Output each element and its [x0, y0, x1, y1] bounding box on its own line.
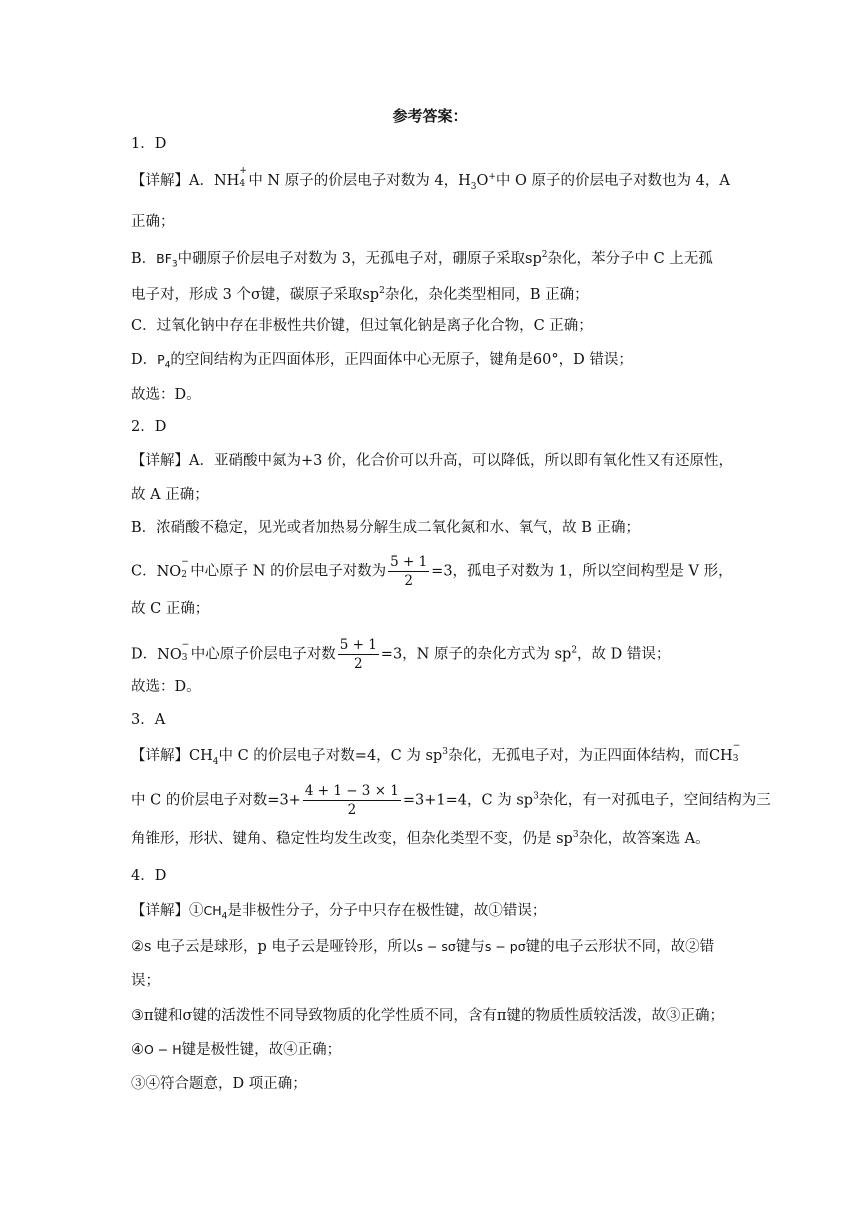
fraction: $\frac{5 + 1}{2}$: [339, 637, 377, 672]
formula-p4: $P_4$: [157, 352, 171, 371]
ion-nh4: NH + 4: [213, 166, 247, 189]
q1-option-b-cont: 电子对，形成 3 个σ键，碳原子采取$sp^2$杂化，杂化类型相同，B 正确；: [131, 286, 589, 303]
formula-bf3: $BF_3$: [156, 251, 178, 270]
page-title: 参考答案：: [392, 107, 468, 125]
q2-option-d: D．NO − 3 中心原子价层电子对数 $\frac{5 + 1}{2}$ =3，N 原子的杂化方式为 $sp^2$，故 D 错误；: [131, 637, 671, 672]
q1-option-b: B．$BF_3$中硼原子价层电子对数为 3，无孤电子对，硼原子采取$sp^2$杂化，苯分子中 C 上无孤: [131, 250, 713, 270]
q1-conclusion: 故选：D。: [131, 387, 201, 403]
q2-option-a: 【详解】A．亚硝酸中氮为+3 价，化合价可以升高，可以降低，所以即有氧化性又有还原性，: [131, 453, 733, 469]
q4-line-2-cont: 误；: [131, 973, 160, 989]
q3-line-1: 【详解】$CH_4$中 C 的价层电子对数=4，C 为 $sp^3$杂化，无孤电子对，为正四面体结构，而CH − 3: [131, 741, 741, 767]
fraction: $\frac{4 + 1 - 3 \times 1}{2}$: [304, 783, 399, 818]
q2-option-c: C．NO − 2 中心原子 N 的价层电子对数为 $\frac{5 + 1}{2}$ =3，孤电子对数为 1，所以空间构型是 V 形，: [131, 554, 733, 589]
ion-h3o: $H_3O^+$: [458, 172, 496, 192]
q1-answer: 1．D: [131, 136, 167, 152]
q2-option-b: B．浓硝酸不稳定，见光或者加热易分解生成二氧化氮和水、氧气，故 B 正确；: [131, 520, 641, 536]
fraction: $\frac{5 + 1}{2}$: [390, 554, 428, 589]
q3-line-2: 中 C 的价层电子对数=3+ $\frac{4 + 1 - 3 \times 1}{2}$ =3+1=4，C 为 $sp^3$杂化，有一对孤电子，空间结构为三: [131, 783, 771, 818]
q1-option-d: D．$P_4$的空间结构为正四面体形，正四面体中心无原子，键角是60°，D 错误；: [131, 352, 633, 371]
formula-ch4: $CH_4$: [203, 903, 228, 922]
q2-option-a-cont: 故 A 正确；: [131, 487, 209, 503]
ion-no2: NO − 2: [156, 556, 189, 580]
q4-line-2: ②s 电子云是球形，p 电子云是哑铃形，所以s − sσ键与s − pσ键的电子云形状不同，故②错: [131, 939, 715, 955]
q4-line-1: 【详解】$①CH_4$是非极性分子，分子中只存在极性键，故①错误；: [131, 903, 547, 922]
q2-option-c-cont: 故 C 正确；: [131, 601, 210, 617]
ion-no3: NO − 3: [157, 639, 190, 663]
q4-line-3: ③π键和σ键的活泼性不同导致物质的化学性质不同，含有π键的物质性质较活泼，故③正确；: [131, 1008, 724, 1024]
q2-answer: 2．D: [131, 419, 167, 435]
q3-answer: 3．A: [131, 712, 166, 728]
q4-line-5: ③④符合题意，D 项正确；: [131, 1076, 307, 1092]
q1-option-c: C．过氧化钠中存在非极性共价键，但过氧化钠是离子化合物，C 正确；: [131, 318, 593, 334]
q4-answer: 4．D: [131, 868, 167, 884]
ion-ch3: CH − 3: [708, 741, 741, 764]
q2-conclusion: 故选：D。: [131, 679, 201, 695]
q3-line-3: 角锥形，形状、键角、稳定性均发生改变，但杂化类型不变，仍是 $sp^3$杂化，故答案选 A。: [131, 830, 710, 847]
q1-option-a: 【详解】A．NH + 4 中 N 原子的价层电子对数为 4，$H_3O^+$中 O 原子的价层电子对数也为 4，A: [131, 166, 730, 192]
q4-line-4: ④O − H键是极性键，故④正确；: [131, 1042, 342, 1058]
q1-option-a-cont: 正确；: [131, 214, 175, 230]
